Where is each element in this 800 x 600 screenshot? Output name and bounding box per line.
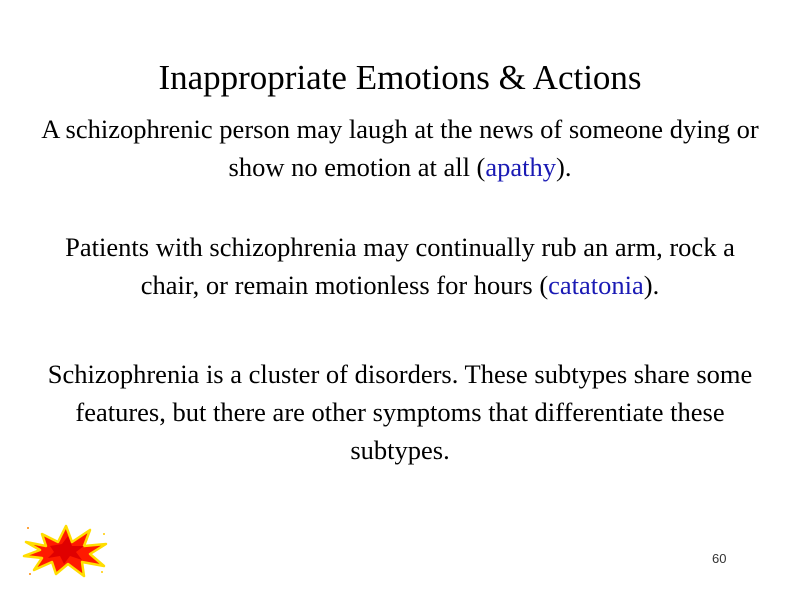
page-number: 60 xyxy=(712,551,727,566)
spark-dot xyxy=(29,573,31,575)
paragraph-apathy xyxy=(40,110,760,186)
paragraph-subtypes: Schizophrenia is a cluster of disorders. These subtypes share some features, but there are other symptoms that differentiate these subtypes. xyxy=(47,359,753,465)
explosion-starburst-icon xyxy=(20,522,110,578)
paragraph-apathy-text: A schizophrenic person may laugh at the news of someone dying or show no emotion at all ( xyxy=(41,114,759,182)
spark-dot xyxy=(103,533,105,535)
paragraph-catatonia-closing: ). xyxy=(643,270,660,300)
paragraph-catatonia xyxy=(40,228,760,304)
term-apathy: apathy xyxy=(485,152,557,182)
paragraph-apathy-closing: ). xyxy=(556,152,572,182)
term-catatonia: catatonia xyxy=(548,270,644,300)
paragraph-catatonia-text: Patients with schizophrenia may continually rub an arm, rock a chair, or remain motionless for hours ( xyxy=(65,232,735,300)
spark-dot xyxy=(27,527,29,529)
slide-title: Inappropriate Emotions & Actions xyxy=(158,58,642,97)
spark-dot xyxy=(101,571,103,573)
